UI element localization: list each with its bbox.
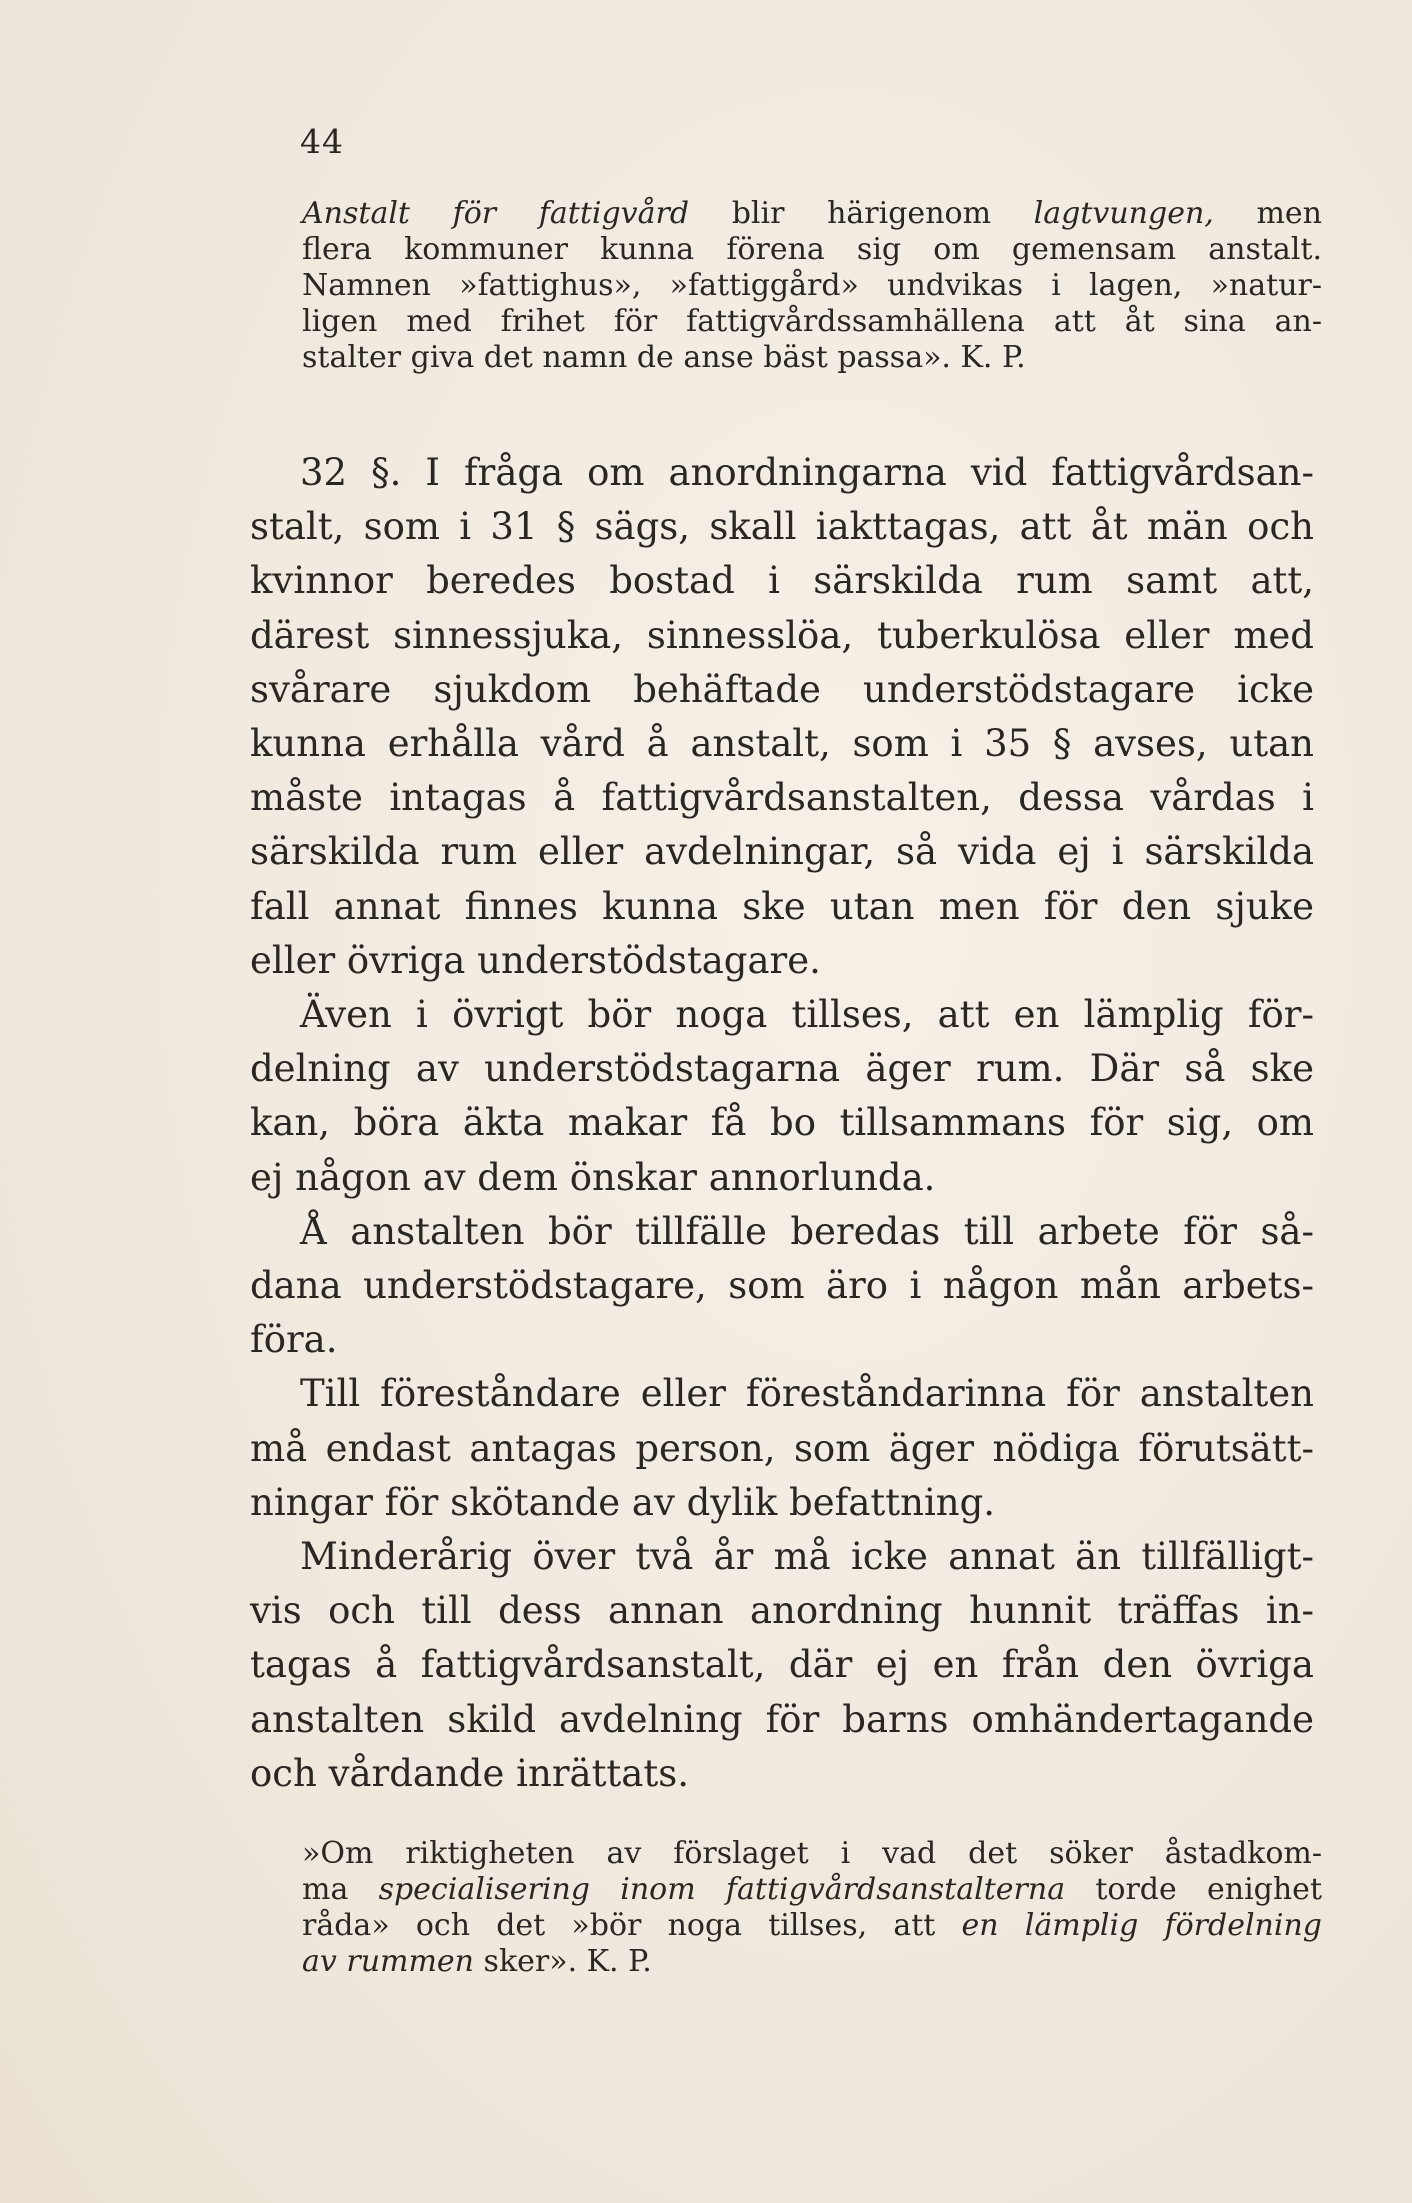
note-line bbox=[302, 232, 1322, 268]
text-line: föra. bbox=[250, 1318, 338, 1362]
text-segment: ligen med frihet för fattigvårdssamhällena att åt sina an- bbox=[302, 304, 1322, 339]
text-segment: blir härigenom bbox=[689, 196, 1034, 231]
text-line: må endast antagas person, som äger nödiga förutsätt- bbox=[250, 1426, 1314, 1470]
text-line: därest sinnessjuka, sinnesslöa, tuberkulösa eller med bbox=[250, 613, 1314, 657]
text-segment: sker». K. P. bbox=[474, 1944, 652, 1979]
note-line bbox=[302, 340, 1322, 376]
text-line: ej någon av dem önskar annorlunda. bbox=[250, 1155, 936, 1199]
text-line: särskilda rum eller avdelningar, så vida ej i särskilda bbox=[250, 830, 1314, 874]
text-line: svårare sjukdom behäftade understödstagare icke bbox=[250, 667, 1314, 711]
note-line bbox=[302, 1908, 1322, 1944]
italic-text: Anstalt för fattigvård bbox=[302, 196, 690, 231]
text-line: eller övriga understödstagare. bbox=[250, 938, 821, 982]
text-line: kunna erhålla vård å anstalt, som i 35 § avses, utan bbox=[250, 722, 1314, 766]
text-segment: torde enighet bbox=[1065, 1872, 1322, 1907]
note-line bbox=[302, 304, 1322, 340]
text-line: måste intagas å fattigvårdsanstalten, dessa vårdas i bbox=[250, 776, 1314, 820]
note-line bbox=[302, 268, 1322, 304]
text-line: fall annat finnes kunna ske utan men för den sjuke bbox=[250, 884, 1314, 928]
text-segment: Namnen »fattighus», »fattiggård» undvikas i lagen, »natur- bbox=[302, 268, 1322, 303]
italic-text: en lämplig fördelning bbox=[961, 1908, 1322, 1943]
note-line bbox=[302, 1944, 1322, 1980]
text-line: kan, böra äkta makar få bo tillsammans för sig, om bbox=[250, 1101, 1314, 1145]
text-line: Till föreståndare eller föreståndarinna för anstalten bbox=[300, 1372, 1314, 1416]
text-line: tagas å fattigvårdsanstalt, där ej en från den övriga bbox=[250, 1643, 1314, 1687]
note-line bbox=[302, 1872, 1322, 1908]
italic-text: lagtvungen, bbox=[1033, 196, 1214, 231]
text-segment: men bbox=[1213, 196, 1322, 231]
text-segment: flera kommuner kunna förena sig om gemensam anstalt. bbox=[302, 232, 1322, 267]
text-line: dana understödstagare, som äro i någon mån arbets- bbox=[250, 1264, 1314, 1308]
note-line bbox=[302, 196, 1322, 232]
text-line: och vårdande inrättats. bbox=[250, 1751, 689, 1795]
text-line: Minderårig över två år må icke annat än tillfälligt- bbox=[300, 1535, 1314, 1579]
text-line: 32 §. I fråga om anordningarna vid fattigvårdsan- bbox=[300, 451, 1314, 494]
main-text bbox=[250, 446, 1314, 1801]
text-line: Även i övrigt bör noga tillses, att en lämplig för- bbox=[300, 993, 1314, 1037]
text-line: Å anstalten bör tillfälle beredas till arbete för så- bbox=[300, 1209, 1314, 1253]
top-note bbox=[302, 196, 1322, 376]
text-line: kvinnor beredes bostad i särskilda rum samt att, bbox=[250, 559, 1314, 603]
text-line: ningar för skötande av dylik befattning. bbox=[250, 1480, 996, 1524]
note-line bbox=[302, 1836, 1322, 1872]
italic-text: specialisering inom fattigvårdsanstalterna bbox=[378, 1872, 1066, 1907]
text-line: vis och till dess annan anordning hunnit träffas in- bbox=[250, 1589, 1314, 1633]
text-segment: ma bbox=[302, 1872, 379, 1907]
text-line: stalt, som i 31 § sägs, skall iakttagas, att åt män och bbox=[250, 505, 1314, 549]
bottom-note bbox=[302, 1836, 1322, 1980]
text-segment: stalter giva det namn de anse bäst passa». K. P. bbox=[302, 340, 1026, 375]
text-line: anstalten skild avdelning för barns omhändertagande bbox=[250, 1697, 1314, 1741]
page-number: 44 bbox=[300, 122, 344, 161]
text-segment: råda» och det »bör noga tillses, att bbox=[302, 1908, 962, 1943]
text-segment: »Om riktigheten av förslaget i vad det söker åstadkom- bbox=[302, 1836, 1322, 1871]
italic-text: av rummen bbox=[302, 1944, 475, 1979]
text-line: delning av understödstagarna äger rum. Där så ske bbox=[250, 1047, 1314, 1091]
